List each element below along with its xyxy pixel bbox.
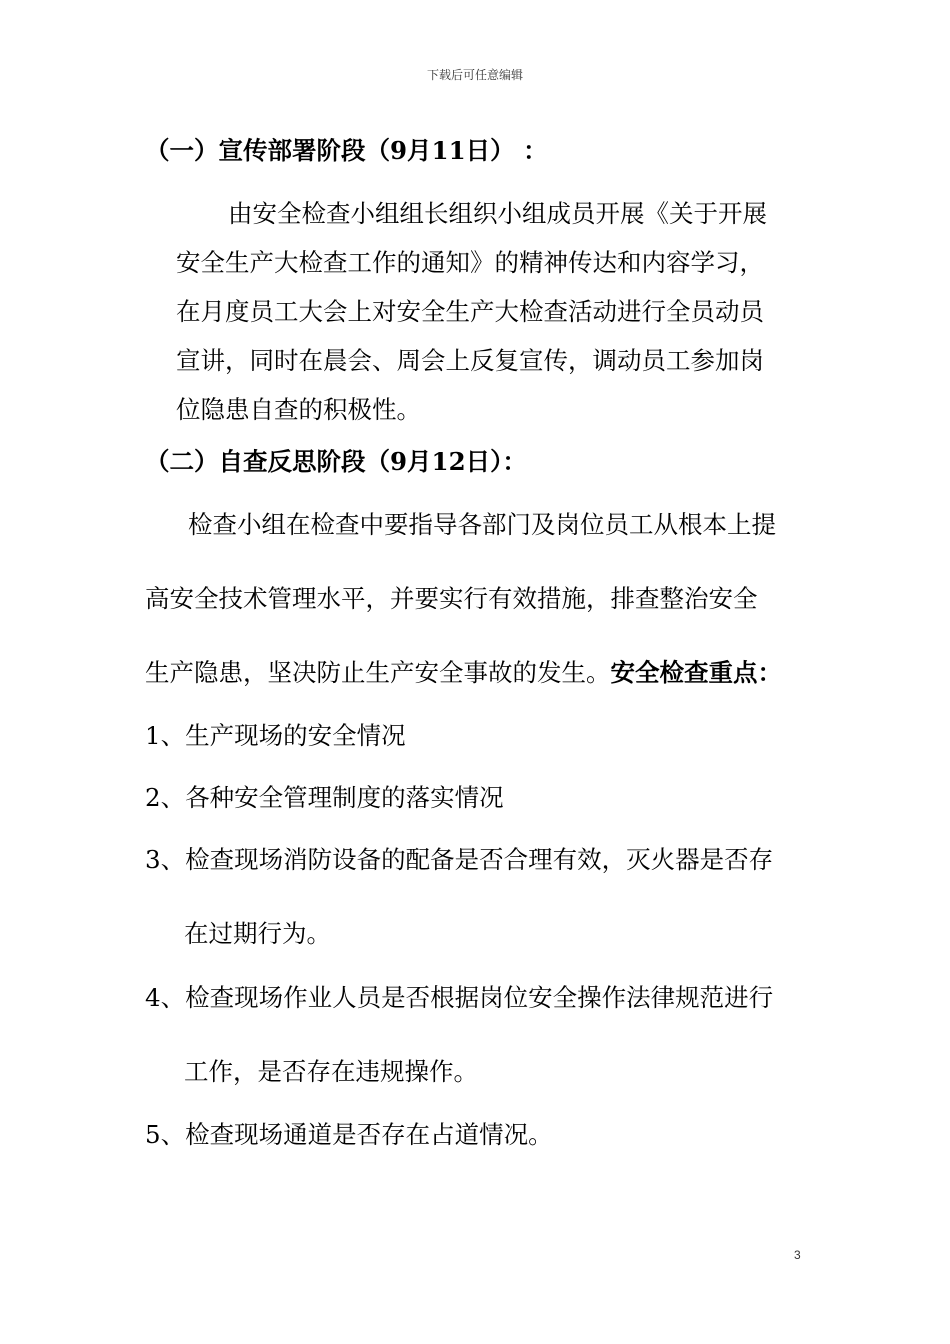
- section2-line-3: 生产隐患，坚决防止生产安全事故的发生。: [145, 658, 611, 687]
- page-number: 3: [794, 1248, 801, 1262]
- section1-heading: （一）宣传部署阶段（9月11日） ：: [145, 136, 548, 165]
- section2-line-2: 高安全技术管理水平，并要实行有效措施，排查整治安全: [145, 584, 758, 613]
- list-item-5: 5、检查现场通道是否存在占道情况。: [145, 1120, 553, 1149]
- list-item-4-line-2: 工作，是否存在违规操作。: [184, 1057, 478, 1086]
- section1-line-1: 由安全检查小组组长组织小组成员开展《关于开展: [228, 199, 767, 228]
- section1-line-3: 在月度员工大会上对安全生产大检查活动进行全员动员: [176, 297, 764, 326]
- list-item-4-line-1: 4、检查现场作业人员是否根据岗位安全操作法律规范进行: [145, 983, 774, 1012]
- list-item-2: 2、各种安全管理制度的落实情况: [145, 783, 504, 812]
- list-item-3-line-1: 3、检查现场消防设备的配备是否合理有效，灭火器是否存: [145, 845, 774, 874]
- header-note: 下载后可任意编辑: [426, 68, 523, 82]
- list-item-1: 1、生产现场的安全情况: [145, 721, 406, 750]
- section1-line-5: 位隐患自查的积极性。: [176, 395, 421, 424]
- section2-emphasis: 安全检查重点：: [610, 658, 782, 687]
- section1-line-4: 宣讲，同时在晨会、周会上反复宣传，调动员工参加岗: [176, 346, 764, 375]
- section2-heading: （二）自查反思阶段（9月12日）：: [145, 447, 527, 476]
- list-item-3-line-2: 在过期行为。: [184, 919, 331, 948]
- section2-line-1: 检查小组在检查中要指导各部门及岗位员工从根本上提: [188, 510, 776, 539]
- section1-line-2: 安全生产大检查工作的通知》的精神传达和内容学习，: [176, 248, 764, 277]
- section2-line-3-wrap: [145, 658, 782, 688]
